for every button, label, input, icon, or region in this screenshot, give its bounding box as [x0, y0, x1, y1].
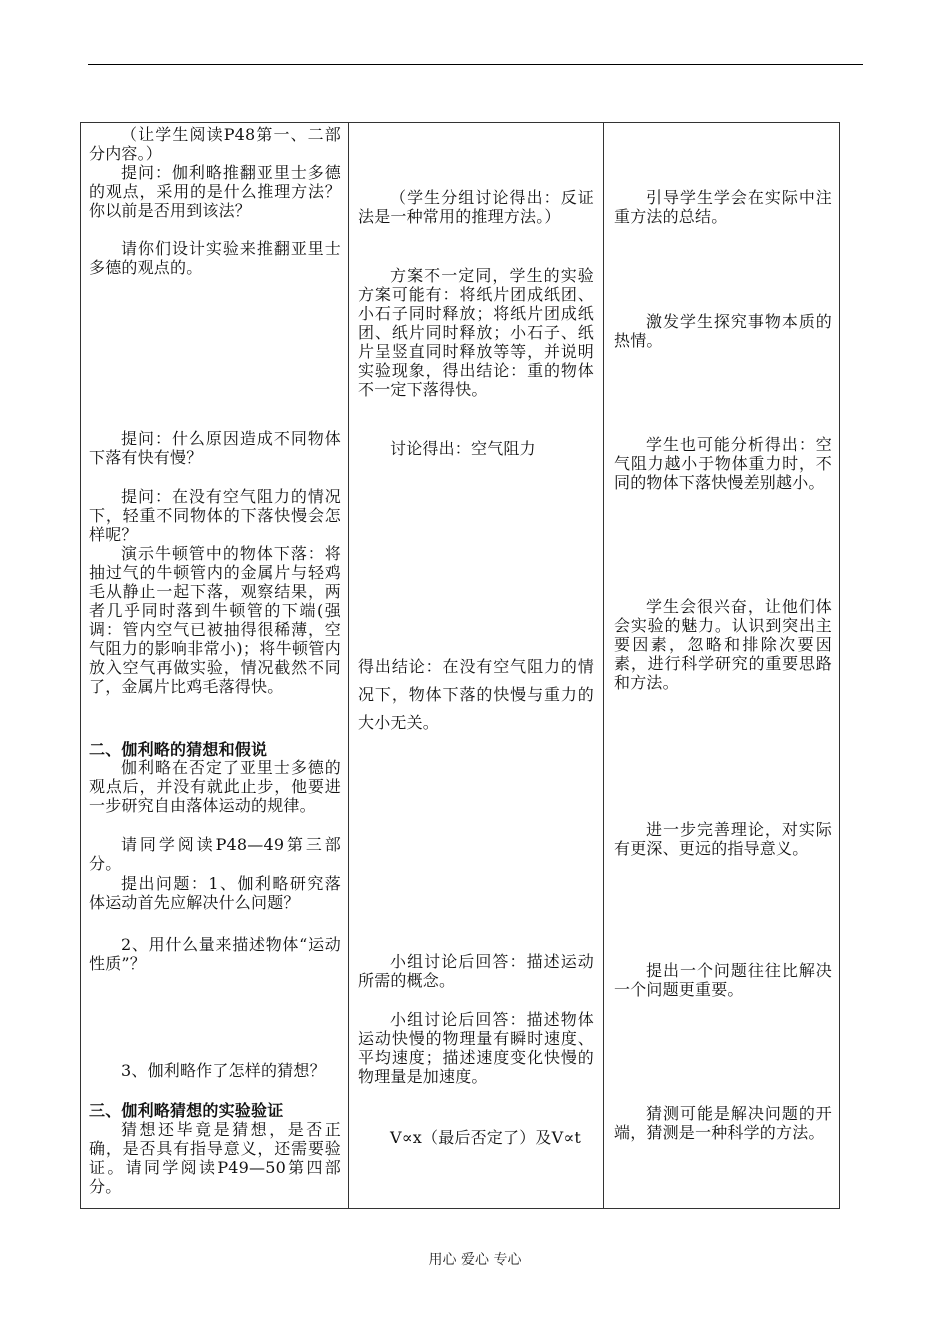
col2-para: V∝x（最后否定了）及V∝t: [390, 1128, 582, 1147]
col3-para: 学生也可能分析得出：空气阻力越小于物体重力时，不同的物体下落快慢差别越小。: [614, 435, 832, 492]
col1-para: （让学生阅读P48第一、二部分内容。）: [89, 125, 341, 163]
col3-para: 进一步完善理论，对实际有更深、更远的指导意义。: [614, 820, 832, 858]
col1-para: 提出问题：1、伽利略研究落体运动首先应解决什么问题？: [89, 874, 341, 912]
col1-para: 猜想还毕竟是猜想，是否正确，是否具有指导意义，还需要验证。请同学阅读P49—50第四部分。: [89, 1120, 341, 1196]
col2-para: 讨论得出：空气阻力: [390, 439, 536, 458]
col2-para: 方案不一定同，学生的实验方案可能有：将纸片团成纸团、小石子同时释放；将纸片团成纸团、纸片同时释放；小石子、纸片呈竖直同时释放等等，并说明实验现象，得出结论：重的物体不一定下落得快。: [358, 266, 594, 399]
col1-para: 提问：什么原因造成不同物体下落有快有慢？: [89, 429, 341, 467]
col1-para: 演示牛顿管中的物体下落：将抽过气的牛顿管内的金属片与轻鸡毛从静止一起下落，观察结果，两者几乎同时落到牛顿管的下端(强调：管内空气已被抽得很稀薄，空气阻力的影响非常小)；将牛顿管内放入空气再做实验，情况截然不同了，金属片比鸡毛落得快。: [89, 544, 341, 696]
col2-para: 小组讨论后回答：描述运动所需的概念。: [358, 952, 594, 990]
column-divider: [603, 123, 604, 1208]
col3-para: 激发学生探究事物本质的热情。: [614, 312, 832, 350]
column-divider: [348, 123, 349, 1208]
section-heading: 三、伽利略猜想的实验验证: [89, 1101, 284, 1120]
col3-para: 学生会很兴奋，让他们体会实验的魅力。认识到突出主要因素，忽略和排除次要因素，进行科学研究的重要思路和方法。: [614, 597, 832, 692]
col3-para: 提出一个问题往往比解决一个问题更重要。: [614, 961, 832, 999]
header-rule: [88, 64, 863, 65]
lesson-table: [80, 122, 840, 1209]
col1-para: 请同学阅读P48—49第三部分。: [89, 835, 341, 873]
col1-para: 提问：伽利略推翻亚里士多德的观点，采用的是什么推理方法？你以前是否用到该法？: [89, 163, 341, 220]
col1-para: 3、伽利略作了怎样的猜想？: [121, 1061, 326, 1080]
col1-para: 2、用什么量来描述物体“运动性质”？: [89, 935, 341, 973]
col2-para: （学生分组讨论得出：反证法是一种常用的推理方法。）: [358, 188, 594, 226]
col2-para: 得出结论：在没有空气阻力的情况下，物体下落的快慢与重力的大小无关。: [358, 657, 594, 732]
page-footer: 用心 爱心 专心: [428, 1252, 522, 1268]
section-heading: 二、伽利略的猜想和假说: [89, 740, 268, 759]
col3-para: 猜测可能是解决问题的开端，猜测是一种科学的方法。: [614, 1104, 832, 1142]
col1-para: 请你们设计实验来推翻亚里士多德的观点的。: [89, 239, 341, 277]
col2-para: 小组讨论后回答：描述物体运动快慢的物理量有瞬时速度、平均速度；描述速度变化快慢的物理量是加速度。: [358, 1010, 594, 1086]
col1-para: 提问：在没有空气阻力的情况下，轻重不同物体的下落快慢会怎样呢？: [89, 487, 341, 544]
col1-para: 伽利略在否定了亚里士多德的观点后，并没有就此止步，他要进一步研究自由落体运动的规律。: [89, 758, 341, 815]
col3-para: 引导学生学会在实际中注重方法的总结。: [614, 188, 832, 226]
